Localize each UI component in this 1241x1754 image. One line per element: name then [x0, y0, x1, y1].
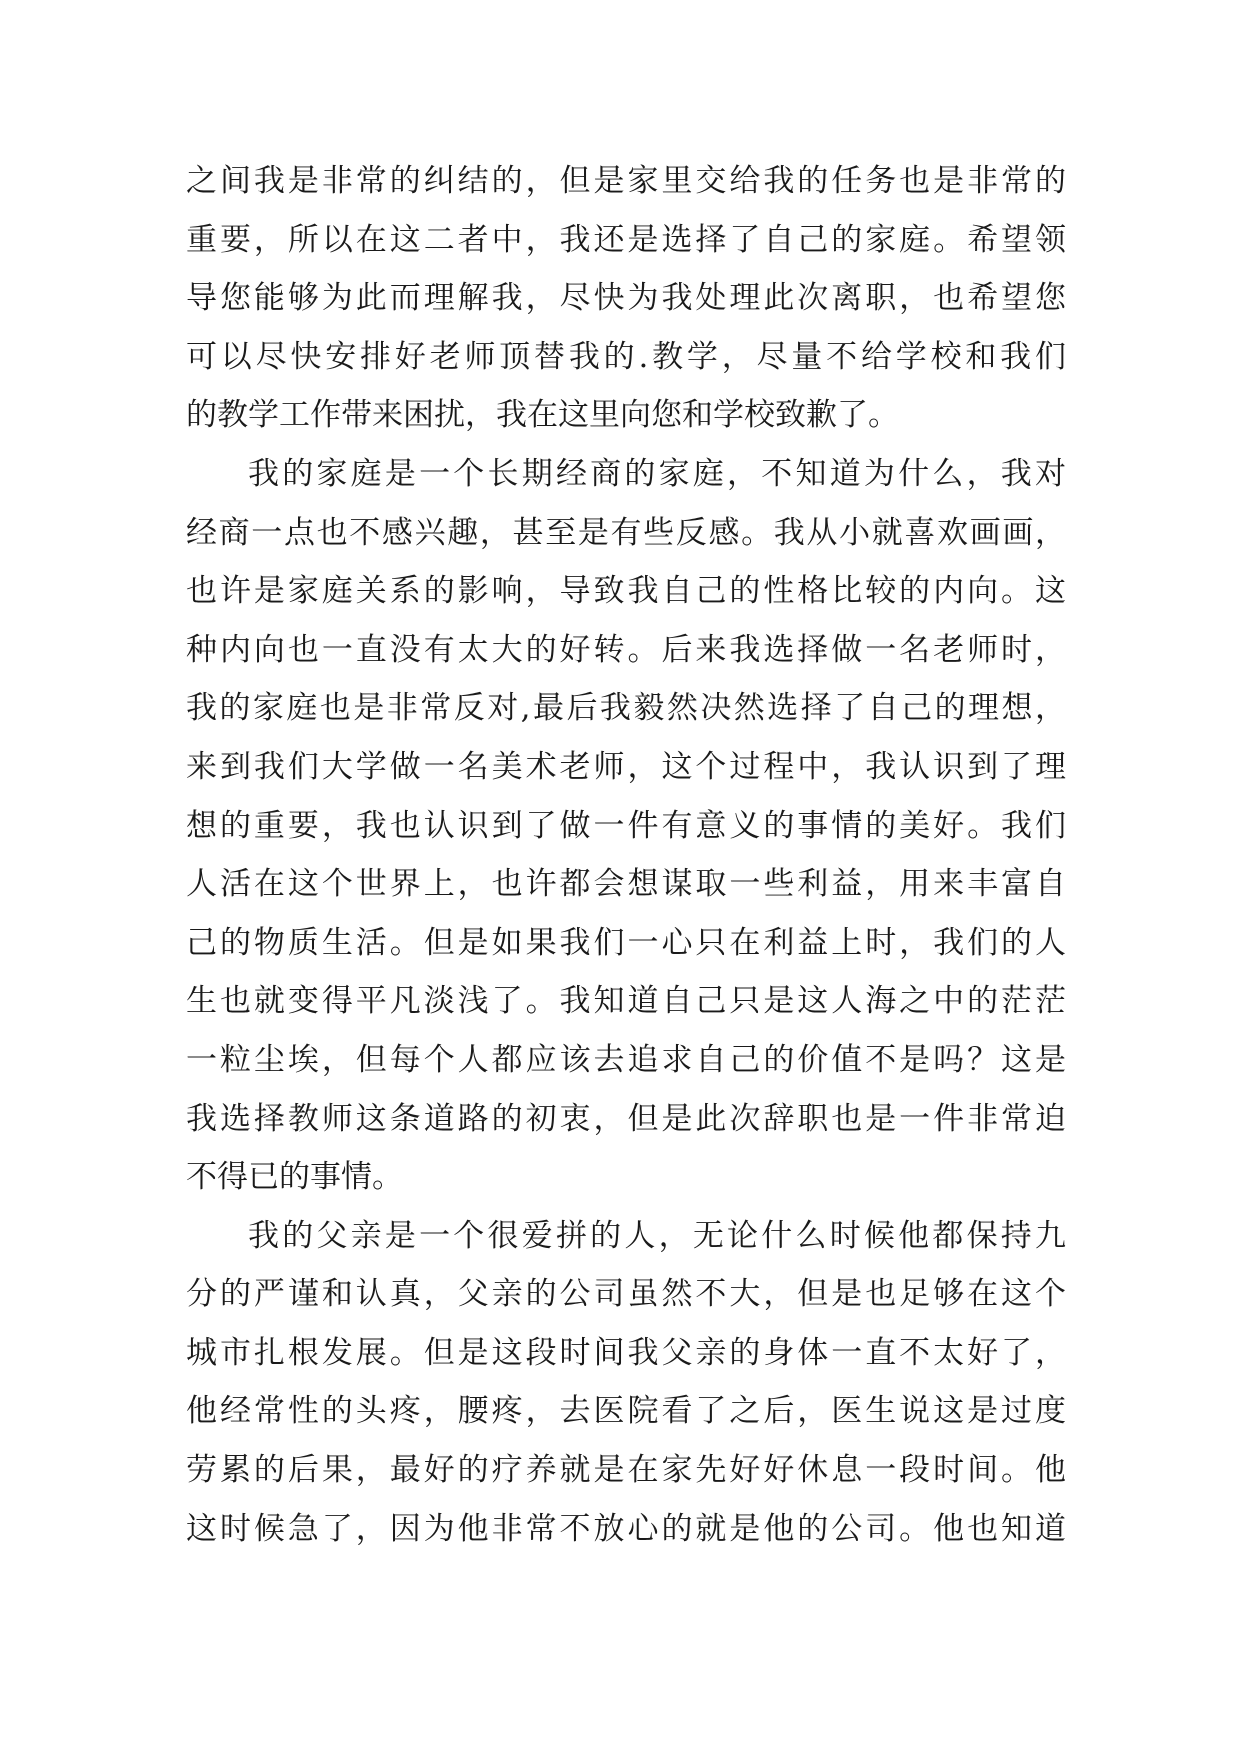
- text-line: 我的家庭是一个长期经商的家庭，不知道为什么，我对: [248, 455, 1066, 492]
- text-line: 也许是家庭关系的影响，导致我自己的性格比较的内向。这: [186, 573, 1066, 610]
- text-line: 的教学工作带来困扰，我在这里向您和学校致歉了。: [186, 397, 899, 434]
- text-line: 他经常性的头疼，腰疼，去医院看了之后，医生说这是过度: [186, 1393, 1066, 1430]
- text-line: 可以尽快安排好老师顶替我的.教学，尽量不给学校和我们: [186, 338, 1066, 375]
- paragraph-1: [186, 152, 1066, 445]
- text-line: 之间我是非常的纠结的，但是家里交给我的任务也是非常的: [186, 163, 1066, 199]
- text-line: 种内向也一直没有太大的好转。后来我选择做一名老师时，: [186, 631, 1066, 668]
- text-line: 不得已的事情。: [186, 1159, 403, 1196]
- text-line: 劳累的后果，最好的疗养就是在家先好好休息一段时间。他: [186, 1452, 1066, 1489]
- paragraph-2: [186, 445, 1066, 1207]
- text-line: 经商一点也不感兴趣，甚至是有些反感。我从小就喜欢画画，: [186, 514, 1066, 551]
- text-line: 人活在这个世界上，也许都会想谋取一些利益，用来丰富自: [186, 866, 1066, 903]
- text-line: 我的家庭也是非常反对,最后我毅然决然选择了自己的理想，: [186, 690, 1066, 727]
- paragraph-3: [186, 1207, 1066, 1559]
- text-line: 己的物质生活。但是如果我们一心只在利益上时，我们的人: [186, 924, 1066, 961]
- text-line: 想的重要，我也认识到了做一件有意义的事情的美好。我们: [186, 807, 1066, 844]
- text-line: 我的父亲是一个很爱拼的人，无论什么时候他都保持九: [248, 1217, 1066, 1254]
- text-line: 一粒尘埃，但每个人都应该去追求自己的价值不是吗？这是: [186, 1041, 1066, 1078]
- text-line: 重要，所以在这二者中，我还是选择了自己的家庭。希望领: [186, 221, 1066, 258]
- text-line: 这时候急了，因为他非常不放心的就是他的公司。他也知道: [186, 1510, 1066, 1547]
- text-line: 生也就变得平凡淡浅了。我知道自己只是这人海之中的茫茫: [186, 983, 1066, 1020]
- document-body: [186, 152, 1066, 1558]
- text-line: 我选择教师这条道路的初衷，但是此次辞职也是一件非常迫: [186, 1100, 1066, 1137]
- text-line: 城市扎根发展。但是这段时间我父亲的身体一直不太好了，: [186, 1334, 1066, 1371]
- text-line: 导您能够为此而理解我，尽快为我处理此次离职，也希望您: [186, 280, 1066, 317]
- text-line: 来到我们大学做一名美术老师，这个过程中，我认识到了理: [186, 748, 1066, 785]
- text-line: 分的严谨和认真，父亲的公司虽然不大，但是也足够在这个: [186, 1276, 1066, 1313]
